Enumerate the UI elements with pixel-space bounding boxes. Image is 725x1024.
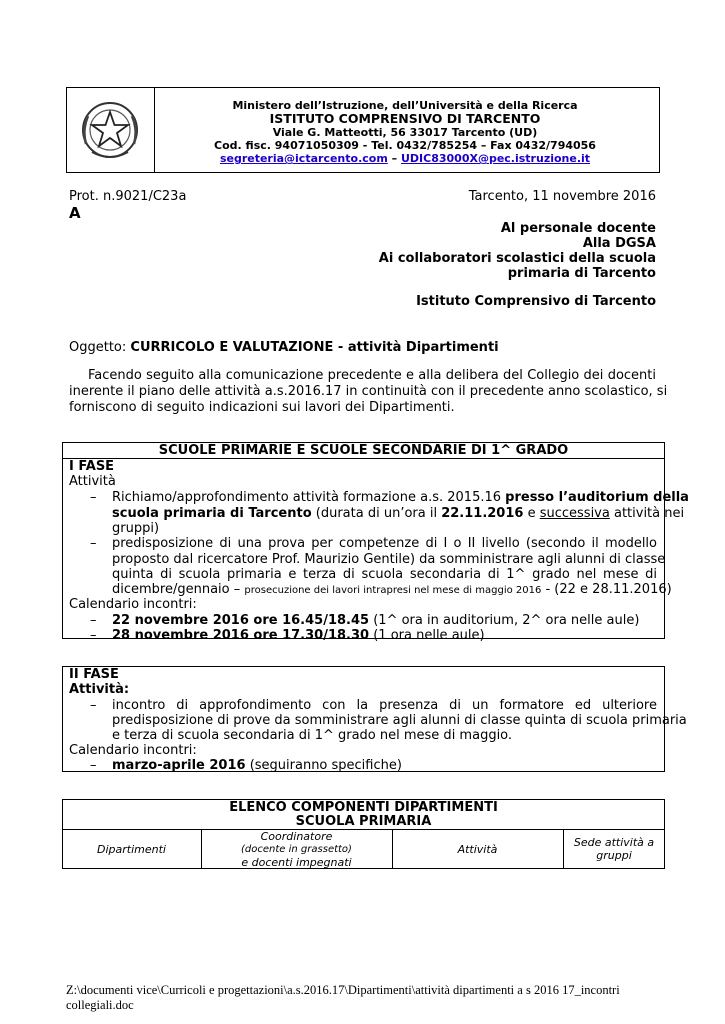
header-line: Coordinatore bbox=[260, 830, 333, 843]
footer-line: Z:\documenti vice\Curricoli e progettazioni\a.s.2016.17\Dipartimenti\attività dipartimenti a s 2016 17_incontri bbox=[66, 983, 620, 997]
phase1-item-line: predisposizione di una prova per competenze di I o II livello (secondo il modello bbox=[112, 536, 657, 551]
phase2-item-line: incontro di approfondimento con la presenza di un formatore ed ulteriore bbox=[112, 698, 657, 713]
file-path-footer bbox=[66, 983, 620, 1013]
text-span: e bbox=[523, 506, 540, 521]
column-header-dipartimenti: Dipartimenti bbox=[97, 843, 166, 856]
subject-text: CURRICOLO E VALUTAZIONE - attività Dipartimenti bbox=[130, 340, 499, 355]
components-title: ELENCO COMPONENTI DIPARTIMENTI bbox=[229, 800, 498, 815]
protocol-suffix: A bbox=[69, 204, 81, 222]
recipient-line: Istituto Comprensivo di Tarcento bbox=[416, 294, 656, 309]
phase2-activities-label: Attività: bbox=[69, 682, 130, 697]
school-name: ISTITUTO COMPRENSIVO DI TARCENTO bbox=[269, 111, 541, 126]
text-span: (durata di un’ora il bbox=[311, 506, 442, 521]
dash-bullet: – bbox=[90, 628, 97, 643]
email-separator: – bbox=[387, 152, 401, 165]
phase2-calendar-label: Calendario incontri: bbox=[69, 743, 197, 758]
subject-line bbox=[69, 340, 499, 356]
place-date: Tarcento, 11 novembre 2016 bbox=[468, 189, 656, 204]
school-codes: Cod. fisc. 94071050309 - Tel. 0432/785254 – Fax 0432/794056 bbox=[214, 139, 596, 152]
text-span: presso l’auditorium della bbox=[505, 490, 689, 505]
text-span: 22.11.2016 bbox=[441, 506, 524, 521]
phase1-item-line bbox=[112, 490, 689, 506]
meeting-date: 22 novembre 2016 ore 16.45/18.45 bbox=[112, 613, 370, 628]
protocol-number: Prot. n.9021/C23a bbox=[69, 189, 187, 204]
header-line: e docenti impegnati bbox=[241, 856, 352, 869]
intro-line: inerente il piano delle attività a.s.2016.17 in continuità con il precedente anno scolastico, si bbox=[69, 384, 668, 399]
meeting-note: (seguiranno specifiche) bbox=[245, 758, 402, 773]
phase2-label: II FASE bbox=[69, 667, 119, 682]
phase1-calendar-label: Calendario incontri: bbox=[69, 597, 197, 612]
text-span: dicembre/gennaio – bbox=[112, 582, 245, 597]
meeting-date: 28 novembre 2016 ore 17.30/18.30 bbox=[112, 628, 370, 643]
subject-label: Oggetto: bbox=[69, 340, 131, 355]
recipient-line: Alla DGSA bbox=[582, 236, 656, 251]
meeting-note: (1^ ora in auditorium, 2^ ora nelle aule) bbox=[369, 613, 640, 628]
header-line: gruppi bbox=[596, 849, 632, 862]
phase1-item-line bbox=[112, 506, 685, 522]
dash-bullet: – bbox=[90, 698, 97, 713]
dash-bullet: – bbox=[90, 490, 97, 505]
column-header-sede bbox=[563, 836, 665, 862]
phase1-label: I FASE bbox=[69, 459, 115, 474]
pec-email-link[interactable]: UDIC83000X@pec.istruzione.it bbox=[400, 152, 591, 165]
column-header-attivita: Attività bbox=[457, 843, 498, 856]
school-address: Viale G. Matteotti, 56 33017 Tarcento (UD) bbox=[272, 126, 538, 139]
school-emails bbox=[160, 152, 650, 166]
phase1-activities-label: Attività bbox=[69, 474, 116, 489]
phase1-title: SCUOLE PRIMARIE E SCUOLE SECONDARIE DI 1^ GRADO bbox=[158, 443, 569, 458]
dash-bullet: – bbox=[90, 613, 97, 628]
intro-line: forniscono di seguito indicazioni sui lavori dei Dipartimenti. bbox=[69, 400, 455, 415]
footer-line: collegiali.doc bbox=[66, 998, 134, 1012]
text-span: - (22 e 28.11.2016) bbox=[541, 582, 672, 597]
intro-line: Facendo seguito alla comunicazione precedente e alla delibera del Collegio dei docenti bbox=[88, 368, 656, 383]
recipient-line: primaria di Tarcento bbox=[507, 266, 656, 281]
meeting-text bbox=[112, 613, 639, 629]
header-line: (docente in grassetto) bbox=[241, 844, 352, 855]
meeting-text bbox=[112, 758, 402, 774]
recipient-line: Ai collaboratori scolastici della scuola bbox=[378, 251, 656, 266]
phase1-item-line: gruppi) bbox=[112, 521, 160, 536]
dash-bullet: – bbox=[90, 536, 97, 551]
letterhead-divider bbox=[154, 87, 155, 173]
column-header-coordinatore bbox=[201, 830, 392, 869]
meeting-text bbox=[112, 628, 485, 644]
text-span: prosecuzione dei lavori intrapresi nel mese di maggio 2016 bbox=[244, 585, 542, 596]
header-line: Sede attività a bbox=[573, 836, 655, 849]
phase1-item-line: proposto dal ricercatore Prof. Maurizio Gentile) da somministrare agli alunni di classe bbox=[112, 552, 666, 567]
text-span: attività nei bbox=[609, 506, 685, 521]
meeting-note: (1 ora nelle aule) bbox=[369, 628, 485, 643]
text-span: successiva bbox=[539, 506, 610, 521]
ministry-name: Ministero dell’Istruzione, dell’Università e della Ricerca bbox=[232, 99, 578, 112]
components-subtitle: SCUOLA PRIMARIA bbox=[295, 814, 432, 829]
text-span: Richiamo/approfondimento attività formazione a.s. 2015.16 bbox=[112, 490, 506, 505]
phase1-item-line: quinta di scuola primaria e terza di scuola secondaria di 1^ grado nel mese di bbox=[112, 567, 657, 582]
email-link[interactable]: segreteria@ictarcento.com bbox=[219, 152, 388, 165]
phase2-item-line: predisposizione di prove da somministrare agli alunni di classe quinta di scuola primaria bbox=[112, 713, 687, 728]
text-span: scuola primaria di Tarcento bbox=[112, 506, 312, 521]
italian-republic-emblem-icon bbox=[78, 96, 142, 164]
phase2-item-line: e terza di scuola secondaria di 1^ grado nel mese di maggio. bbox=[112, 728, 513, 743]
dash-bullet: – bbox=[90, 758, 97, 773]
meeting-date: marzo-aprile 2016 bbox=[112, 758, 246, 773]
recipient-line: Al personale docente bbox=[500, 221, 656, 236]
